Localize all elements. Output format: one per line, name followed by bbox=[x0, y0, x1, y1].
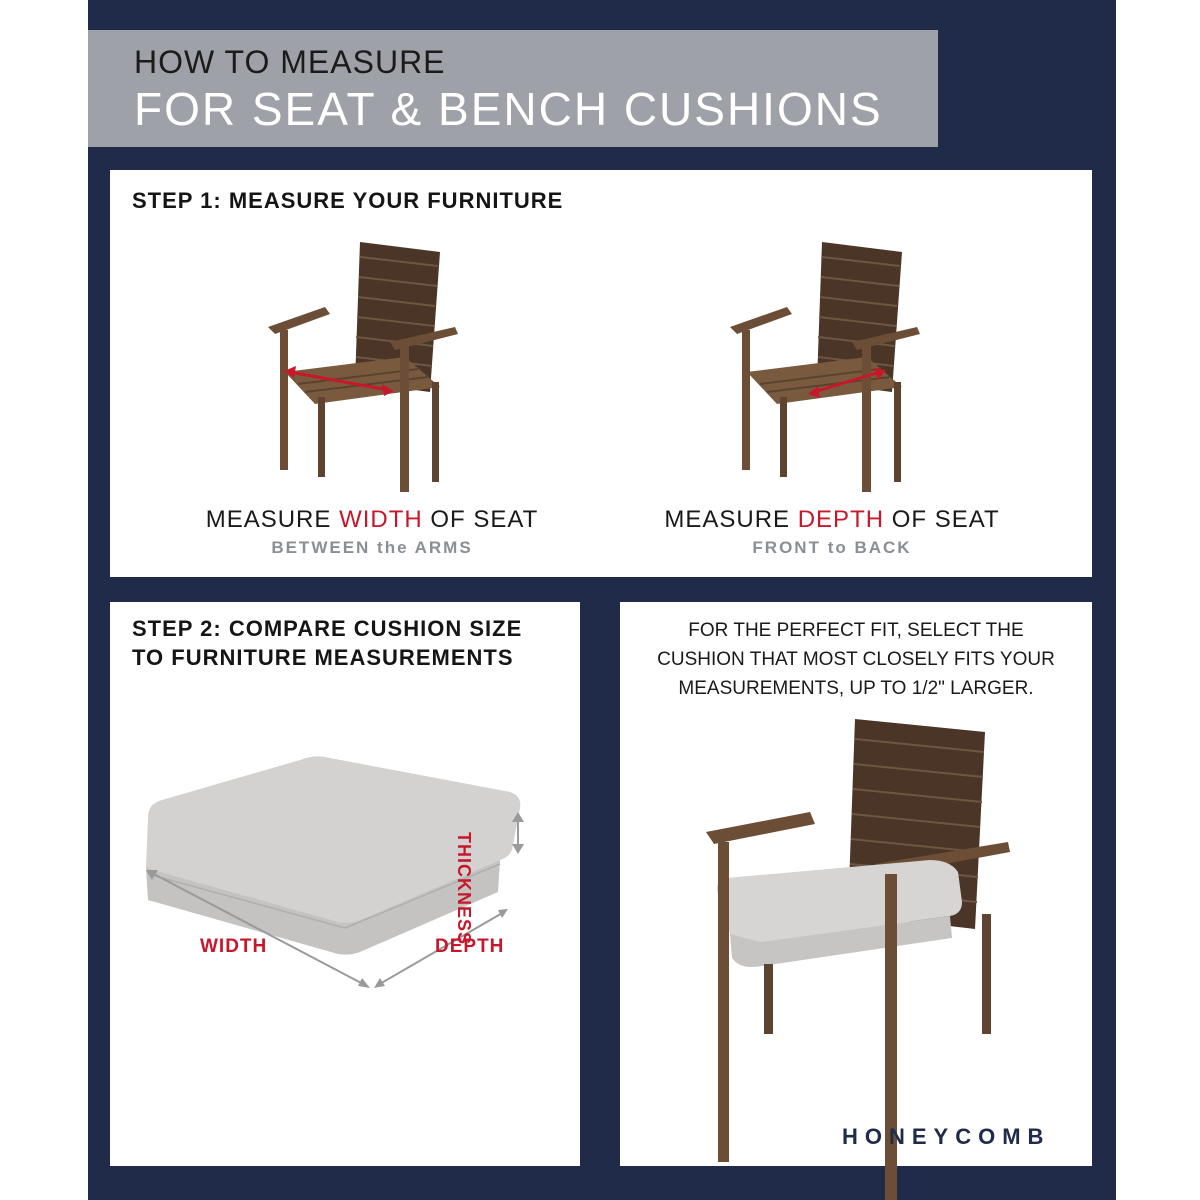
depth-caption-sub: FRONT to BACK bbox=[752, 538, 912, 557]
fit-panel bbox=[620, 602, 1092, 1166]
step2-title-line1: STEP 2: COMPARE CUSHION SIZE bbox=[132, 616, 523, 641]
cushion-width-label: WIDTH bbox=[200, 936, 268, 957]
brand-logo: HONEYCOMB bbox=[842, 1124, 1051, 1149]
fit-line2: CUSHION THAT MOST CLOSELY FITS YOUR bbox=[657, 649, 1055, 670]
step2-title-line2: TO FURNITURE MEASUREMENTS bbox=[132, 645, 514, 670]
cushion-illustration bbox=[140, 742, 560, 1002]
depth-highlight: DEPTH bbox=[797, 506, 885, 533]
banner-title-line1: HOW TO MEASURE bbox=[134, 44, 446, 80]
chair-with-cushion-illustration bbox=[700, 714, 1020, 1034]
step1-title: STEP 1: MEASURE YOUR FURNITURE bbox=[132, 188, 564, 213]
cushion-depth-label: DEPTH bbox=[435, 936, 505, 957]
fit-instructions bbox=[620, 616, 1092, 703]
fit-line1: FOR THE PERFECT FIT, SELECT THE bbox=[688, 620, 1024, 641]
depth-caption bbox=[612, 506, 1052, 558]
step2-title bbox=[132, 614, 522, 672]
banner-title-line2: FOR SEAT & BENCH CUSHIONS bbox=[134, 83, 883, 135]
depth-caption-main: MEASURE DEPTH OF SEAT bbox=[664, 506, 1000, 533]
width-caption-sub: BETWEEN the ARMS bbox=[271, 538, 473, 557]
cushion-thickness-label: THICKNESS bbox=[454, 832, 474, 946]
chair-width-illustration bbox=[260, 232, 480, 497]
width-highlight: WIDTH bbox=[339, 506, 423, 533]
chair-depth-illustration bbox=[722, 232, 942, 497]
width-caption-main: MEASURE WIDTH OF SEAT bbox=[205, 506, 539, 533]
step2-panel bbox=[110, 602, 580, 1166]
fit-line3: MEASUREMENTS, UP TO 1/2" LARGER. bbox=[678, 678, 1034, 699]
step1-panel bbox=[110, 170, 1092, 577]
width-caption bbox=[152, 506, 592, 558]
title-banner bbox=[88, 30, 938, 147]
